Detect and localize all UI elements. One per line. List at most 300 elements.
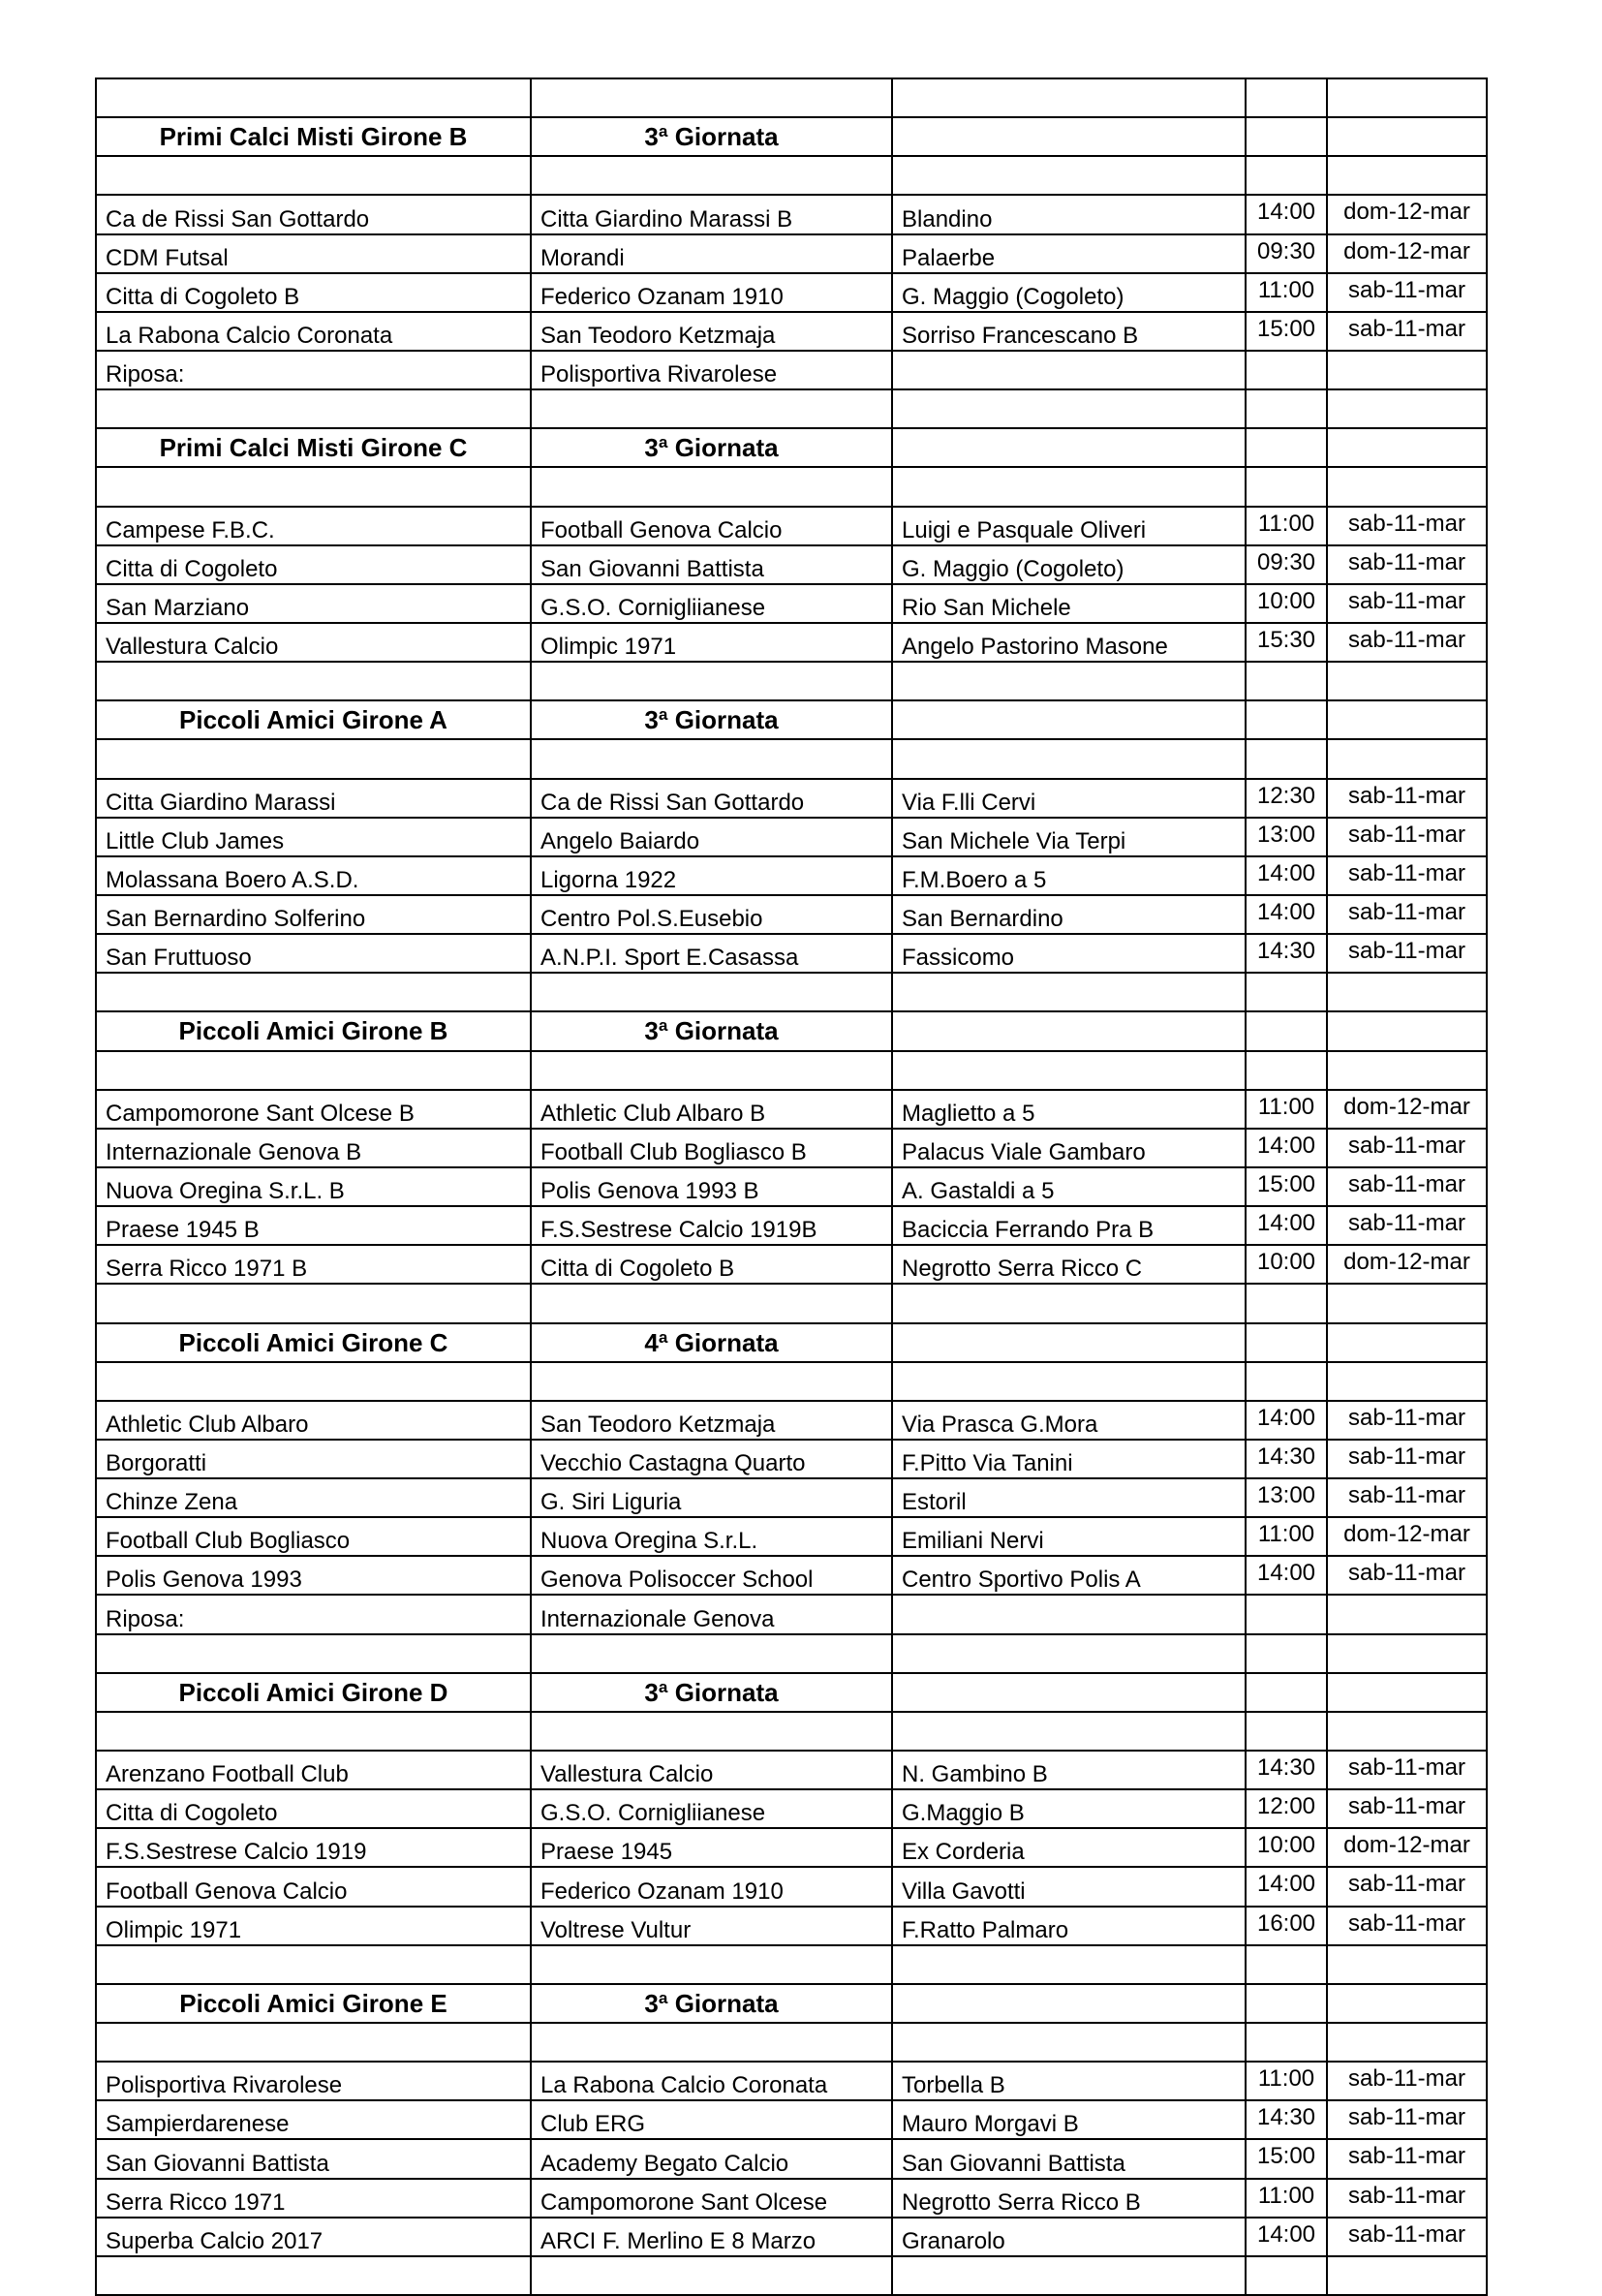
empty-cell [892, 1673, 1246, 1712]
away-team: G.S.O. Cornigliianese [531, 1789, 892, 1828]
empty-cell [1246, 973, 1327, 1011]
away-team: Internazionale Genova [531, 1595, 892, 1633]
venue: Maglietto a 5 [892, 1090, 1246, 1129]
kickoff-time: 15:00 [1246, 312, 1327, 351]
match-row [96, 2062, 1487, 2100]
empty-cell [1327, 467, 1487, 506]
venue: Emiliani Nervi [892, 1517, 1246, 1556]
away-team: ARCI F. Merlino E 8 Marzo [531, 2218, 892, 2256]
spacer-row [96, 156, 1487, 195]
empty-cell [1246, 1945, 1327, 1984]
empty-cell [892, 2256, 1246, 2295]
match-date: dom-12-mar [1327, 195, 1487, 233]
match-row [96, 1751, 1487, 1789]
empty-cell [1246, 389, 1327, 428]
match-row [96, 195, 1487, 233]
spacer-row [96, 1945, 1487, 1984]
venue: Villa Gavotti [892, 1867, 1246, 1906]
empty-cell [1246, 662, 1327, 700]
home-team: Riposa: [96, 351, 531, 389]
empty-cell [531, 2256, 892, 2295]
match-date: dom-12-mar [1327, 1828, 1487, 1867]
kickoff-time: 15:00 [1246, 2139, 1327, 2178]
match-row [96, 818, 1487, 856]
kickoff-time: 14:30 [1246, 1440, 1327, 1478]
empty-cell [1327, 1323, 1487, 1362]
group-title: Piccoli Amici Girone E [96, 1984, 531, 2023]
kickoff-time [1246, 1595, 1327, 1633]
match-date: sab-11-mar [1327, 584, 1487, 623]
empty-cell [892, 739, 1246, 778]
match-date: sab-11-mar [1327, 1556, 1487, 1595]
home-team: Vallestura Calcio [96, 623, 531, 662]
empty-cell [96, 1284, 531, 1322]
empty-cell [892, 117, 1246, 156]
empty-cell [1327, 700, 1487, 739]
home-team: Citta di Cogoleto [96, 545, 531, 584]
match-row [96, 2218, 1487, 2256]
group-header-row [96, 117, 1487, 156]
home-team: Ca de Rissi San Gottardo [96, 195, 531, 233]
empty-cell [531, 1051, 892, 1090]
empty-cell [1246, 156, 1327, 195]
match-date: dom-12-mar [1327, 1517, 1487, 1556]
home-team: San Fruttuoso [96, 934, 531, 973]
match-row [96, 934, 1487, 973]
match-row [96, 856, 1487, 895]
away-team: Athletic Club Albaro B [531, 1090, 892, 1129]
venue: Luigi e Pasquale Oliveri [892, 507, 1246, 545]
venue: G. Maggio (Cogoleto) [892, 273, 1246, 312]
away-team: Genova Polisoccer School [531, 1556, 892, 1595]
round-label: 3ª Giornata [531, 117, 892, 156]
venue: San Giovanni Battista [892, 2139, 1246, 2178]
match-date: sab-11-mar [1327, 779, 1487, 818]
match-date: sab-11-mar [1327, 856, 1487, 895]
empty-cell [1327, 1634, 1487, 1673]
empty-cell [1246, 1673, 1327, 1712]
kickoff-time: 15:30 [1246, 623, 1327, 662]
empty-cell [892, 1634, 1246, 1673]
away-team: G. Siri Liguria [531, 1478, 892, 1517]
empty-cell [531, 2023, 892, 2062]
away-team: A.N.P.I. Sport E.Casassa [531, 934, 892, 973]
spacer-row [96, 973, 1487, 1011]
empty-cell [531, 1712, 892, 1751]
kickoff-time: 13:00 [1246, 818, 1327, 856]
empty-cell [1327, 1011, 1487, 1050]
home-team: Citta di Cogoleto [96, 1789, 531, 1828]
empty-cell [892, 662, 1246, 700]
match-date: sab-11-mar [1327, 545, 1487, 584]
home-team: Sampierdarenese [96, 2100, 531, 2139]
away-team: Ca de Rissi San Gottardo [531, 779, 892, 818]
empty-cell [892, 467, 1246, 506]
venue: Sorriso Francescano B [892, 312, 1246, 351]
spacer-row [96, 1712, 1487, 1751]
home-team: Serra Ricco 1971 [96, 2179, 531, 2218]
empty-cell [892, 1051, 1246, 1090]
away-team: Football Club Bogliasco B [531, 1129, 892, 1167]
empty-cell [1246, 1634, 1327, 1673]
home-team: Citta di Cogoleto B [96, 273, 531, 312]
match-row [96, 273, 1487, 312]
empty-cell [96, 1712, 531, 1751]
venue: Negrotto Serra Ricco C [892, 1245, 1246, 1284]
match-row [96, 1440, 1487, 1478]
empty-cell [1327, 78, 1487, 117]
match-date: sab-11-mar [1327, 1789, 1487, 1828]
match-date [1327, 1595, 1487, 1633]
empty-cell [1246, 2256, 1327, 2295]
schedule-body [96, 78, 1487, 2295]
match-date [1327, 351, 1487, 389]
match-date: sab-11-mar [1327, 1907, 1487, 1945]
kickoff-time: 10:00 [1246, 584, 1327, 623]
kickoff-time: 10:00 [1246, 1245, 1327, 1284]
home-team: Football Genova Calcio [96, 1867, 531, 1906]
empty-cell [1246, 700, 1327, 739]
match-row [96, 1828, 1487, 1867]
home-team: Polisportiva Rivarolese [96, 2062, 531, 2100]
empty-cell [531, 1284, 892, 1322]
match-date: sab-11-mar [1327, 934, 1487, 973]
spacer-row [96, 739, 1487, 778]
kickoff-time: 14:30 [1246, 2100, 1327, 2139]
empty-cell [1327, 1284, 1487, 1322]
empty-cell [1327, 973, 1487, 1011]
group-header-row [96, 428, 1487, 467]
empty-cell [1327, 1712, 1487, 1751]
empty-cell [892, 700, 1246, 739]
venue: San Bernardino [892, 895, 1246, 934]
venue: Fassicomo [892, 934, 1246, 973]
venue: G.Maggio B [892, 1789, 1246, 1828]
match-row [96, 1206, 1487, 1245]
home-team: La Rabona Calcio Coronata [96, 312, 531, 351]
away-team: Vecchio Castagna Quarto [531, 1440, 892, 1478]
group-header-row [96, 1323, 1487, 1362]
empty-cell [892, 973, 1246, 1011]
kickoff-time: 12:30 [1246, 779, 1327, 818]
home-team: San Bernardino Solferino [96, 895, 531, 934]
spacer-row [96, 1051, 1487, 1090]
kickoff-time: 14:30 [1246, 934, 1327, 973]
empty-cell [96, 156, 531, 195]
match-date: sab-11-mar [1327, 2062, 1487, 2100]
empty-cell [96, 2023, 531, 2062]
spacer-row [96, 662, 1487, 700]
match-date: sab-11-mar [1327, 2139, 1487, 2178]
home-team: Praese 1945 B [96, 1206, 531, 1245]
round-label: 3ª Giornata [531, 428, 892, 467]
away-team: Nuova Oregina S.r.L. [531, 1517, 892, 1556]
home-team: Citta Giardino Marassi [96, 779, 531, 818]
home-team: San Giovanni Battista [96, 2139, 531, 2178]
empty-cell [892, 389, 1246, 428]
kickoff-time: 14:00 [1246, 195, 1327, 233]
match-date: sab-11-mar [1327, 1478, 1487, 1517]
match-row [96, 1245, 1487, 1284]
empty-cell [1246, 1284, 1327, 1322]
empty-cell [1327, 1673, 1487, 1712]
venue: Rio San Michele [892, 584, 1246, 623]
empty-cell [892, 156, 1246, 195]
venue: Centro Sportivo Polis A [892, 1556, 1246, 1595]
match-date: dom-12-mar [1327, 234, 1487, 273]
home-team: Polis Genova 1993 [96, 1556, 531, 1595]
venue: Blandino [892, 195, 1246, 233]
match-row [96, 234, 1487, 273]
home-team: Nuova Oregina S.r.L. B [96, 1167, 531, 1206]
home-team: Borgoratti [96, 1440, 531, 1478]
match-date: sab-11-mar [1327, 2179, 1487, 2218]
venue: A. Gastaldi a 5 [892, 1167, 1246, 1206]
away-team: G.S.O. Cornigliianese [531, 584, 892, 623]
away-team: Centro Pol.S.Eusebio [531, 895, 892, 934]
empty-cell [531, 739, 892, 778]
empty-cell [892, 1712, 1246, 1751]
away-team: Federico Ozanam 1910 [531, 1867, 892, 1906]
group-title: Piccoli Amici Girone B [96, 1011, 531, 1050]
venue: Torbella B [892, 2062, 1246, 2100]
spacer-row [96, 1634, 1487, 1673]
empty-cell [1246, 1712, 1327, 1751]
group-title: Primi Calci Misti Girone B [96, 117, 531, 156]
venue: F.M.Boero a 5 [892, 856, 1246, 895]
group-header-row [96, 700, 1487, 739]
away-team: Club ERG [531, 2100, 892, 2139]
match-row [96, 779, 1487, 818]
venue: Estoril [892, 1478, 1246, 1517]
venue: Via F.lli Cervi [892, 779, 1246, 818]
kickoff-time: 11:00 [1246, 1517, 1327, 1556]
kickoff-time: 09:30 [1246, 234, 1327, 273]
venue [892, 1595, 1246, 1633]
kickoff-time: 14:00 [1246, 2218, 1327, 2256]
venue: Baciccia Ferrando Pra B [892, 1206, 1246, 1245]
empty-cell [892, 2023, 1246, 2062]
spacer-row [96, 389, 1487, 428]
empty-cell [531, 389, 892, 428]
empty-cell [531, 1362, 892, 1401]
empty-cell [531, 467, 892, 506]
match-row [96, 1789, 1487, 1828]
home-team: Chinze Zena [96, 1478, 531, 1517]
empty-cell [96, 1362, 531, 1401]
empty-cell [1327, 117, 1487, 156]
match-row [96, 2100, 1487, 2139]
home-team: Arenzano Football Club [96, 1751, 531, 1789]
away-team: Football Genova Calcio [531, 507, 892, 545]
away-team: Polisportiva Rivarolese [531, 351, 892, 389]
empty-cell [1327, 2256, 1487, 2295]
empty-cell [1327, 1362, 1487, 1401]
venue [892, 351, 1246, 389]
empty-cell [531, 662, 892, 700]
home-team: Serra Ricco 1971 B [96, 1245, 531, 1284]
kickoff-time [1246, 351, 1327, 389]
kickoff-time: 14:00 [1246, 1556, 1327, 1595]
match-date: sab-11-mar [1327, 273, 1487, 312]
empty-cell [96, 467, 531, 506]
spacer-row [96, 2023, 1487, 2062]
kickoff-time: 09:30 [1246, 545, 1327, 584]
away-team: La Rabona Calcio Coronata [531, 2062, 892, 2100]
match-date: sab-11-mar [1327, 1206, 1487, 1245]
match-row [96, 351, 1487, 389]
match-row [96, 545, 1487, 584]
kickoff-time: 11:00 [1246, 273, 1327, 312]
venue: Mauro Morgavi B [892, 2100, 1246, 2139]
kickoff-time: 14:00 [1246, 1129, 1327, 1167]
away-team: Praese 1945 [531, 1828, 892, 1867]
away-team: Voltrese Vultur [531, 1907, 892, 1945]
home-team: Superba Calcio 2017 [96, 2218, 531, 2256]
match-row [96, 1090, 1487, 1129]
kickoff-time: 10:00 [1246, 1828, 1327, 1867]
empty-cell [1327, 739, 1487, 778]
home-team: Olimpic 1971 [96, 1907, 531, 1945]
kickoff-time: 14:00 [1246, 856, 1327, 895]
spacer-row [96, 1362, 1487, 1401]
home-team: Campese F.B.C. [96, 507, 531, 545]
kickoff-time: 13:00 [1246, 1478, 1327, 1517]
empty-cell [531, 973, 892, 1011]
kickoff-time: 11:00 [1246, 507, 1327, 545]
round-label: 3ª Giornata [531, 1673, 892, 1712]
empty-cell [1246, 1362, 1327, 1401]
empty-cell [1246, 78, 1327, 117]
match-date: sab-11-mar [1327, 818, 1487, 856]
empty-cell [96, 662, 531, 700]
away-team: Morandi [531, 234, 892, 273]
match-row [96, 1595, 1487, 1633]
match-row [96, 584, 1487, 623]
match-row [96, 1478, 1487, 1517]
round-label: 3ª Giornata [531, 1984, 892, 2023]
venue: F.Ratto Palmaro [892, 1907, 1246, 1945]
empty-cell [1327, 389, 1487, 428]
away-team: Polis Genova 1993 B [531, 1167, 892, 1206]
match-date: sab-11-mar [1327, 895, 1487, 934]
match-row [96, 1129, 1487, 1167]
venue: Ex Corderia [892, 1828, 1246, 1867]
venue: Palaerbe [892, 234, 1246, 273]
empty-cell [1246, 2023, 1327, 2062]
match-date: sab-11-mar [1327, 2100, 1487, 2139]
match-date: sab-11-mar [1327, 507, 1487, 545]
away-team: Olimpic 1971 [531, 623, 892, 662]
away-team: San Teodoro Ketzmaja [531, 312, 892, 351]
home-team: Football Club Bogliasco [96, 1517, 531, 1556]
match-row [96, 623, 1487, 662]
match-date: dom-12-mar [1327, 1245, 1487, 1284]
venue: G. Maggio (Cogoleto) [892, 545, 1246, 584]
kickoff-time: 11:00 [1246, 2179, 1327, 2218]
match-date: sab-11-mar [1327, 1129, 1487, 1167]
home-team: F.S.Sestrese Calcio 1919 [96, 1828, 531, 1867]
empty-cell [892, 428, 1246, 467]
group-header-row [96, 1673, 1487, 1712]
match-date: sab-11-mar [1327, 1401, 1487, 1440]
empty-cell [1246, 428, 1327, 467]
group-title: Primi Calci Misti Girone C [96, 428, 531, 467]
match-date: sab-11-mar [1327, 1867, 1487, 1906]
kickoff-time: 15:00 [1246, 1167, 1327, 1206]
spacer-row [96, 78, 1487, 117]
match-row [96, 1517, 1487, 1556]
empty-cell [1327, 156, 1487, 195]
empty-cell [531, 1634, 892, 1673]
match-date: sab-11-mar [1327, 1167, 1487, 1206]
kickoff-time: 14:00 [1246, 895, 1327, 934]
away-team: Academy Begato Calcio [531, 2139, 892, 2178]
match-date: sab-11-mar [1327, 1751, 1487, 1789]
home-team: Little Club James [96, 818, 531, 856]
empty-cell [1246, 1011, 1327, 1050]
home-team: Riposa: [96, 1595, 531, 1633]
empty-cell [96, 1634, 531, 1673]
venue: San Michele Via Terpi [892, 818, 1246, 856]
match-date: sab-11-mar [1327, 623, 1487, 662]
empty-cell [892, 78, 1246, 117]
away-team: San Teodoro Ketzmaja [531, 1401, 892, 1440]
kickoff-time: 14:00 [1246, 1401, 1327, 1440]
match-row [96, 1867, 1487, 1906]
venue: Negrotto Serra Ricco B [892, 2179, 1246, 2218]
empty-cell [892, 1011, 1246, 1050]
empty-cell [96, 1051, 531, 1090]
empty-cell [1246, 1984, 1327, 2023]
match-row [96, 895, 1487, 934]
empty-cell [96, 739, 531, 778]
home-team: San Marziano [96, 584, 531, 623]
empty-cell [1327, 1051, 1487, 1090]
match-row [96, 507, 1487, 545]
round-label: 3ª Giornata [531, 700, 892, 739]
home-team: CDM Futsal [96, 234, 531, 273]
away-team: Vallestura Calcio [531, 1751, 892, 1789]
away-team: Citta Giardino Marassi B [531, 195, 892, 233]
empty-cell [892, 1945, 1246, 1984]
empty-cell [1327, 428, 1487, 467]
group-header-row [96, 1984, 1487, 2023]
schedule-table [95, 78, 1488, 2296]
empty-cell [1246, 117, 1327, 156]
empty-cell [1327, 1945, 1487, 1984]
kickoff-time: 11:00 [1246, 1090, 1327, 1129]
empty-cell [531, 78, 892, 117]
group-title: Piccoli Amici Girone D [96, 1673, 531, 1712]
match-date: sab-11-mar [1327, 2218, 1487, 2256]
empty-cell [1246, 467, 1327, 506]
match-row [96, 1167, 1487, 1206]
match-row [96, 2139, 1487, 2178]
match-row [96, 2179, 1487, 2218]
away-team: San Giovanni Battista [531, 545, 892, 584]
empty-cell [892, 1323, 1246, 1362]
away-team: F.S.Sestrese Calcio 1919B [531, 1206, 892, 1245]
match-row [96, 1556, 1487, 1595]
venue: Via Prasca G.Mora [892, 1401, 1246, 1440]
kickoff-time: 14:30 [1246, 1751, 1327, 1789]
group-title: Piccoli Amici Girone A [96, 700, 531, 739]
kickoff-time: 16:00 [1246, 1907, 1327, 1945]
empty-cell [1327, 1984, 1487, 2023]
venue: Palacus Viale Gambaro [892, 1129, 1246, 1167]
venue: N. Gambino B [892, 1751, 1246, 1789]
